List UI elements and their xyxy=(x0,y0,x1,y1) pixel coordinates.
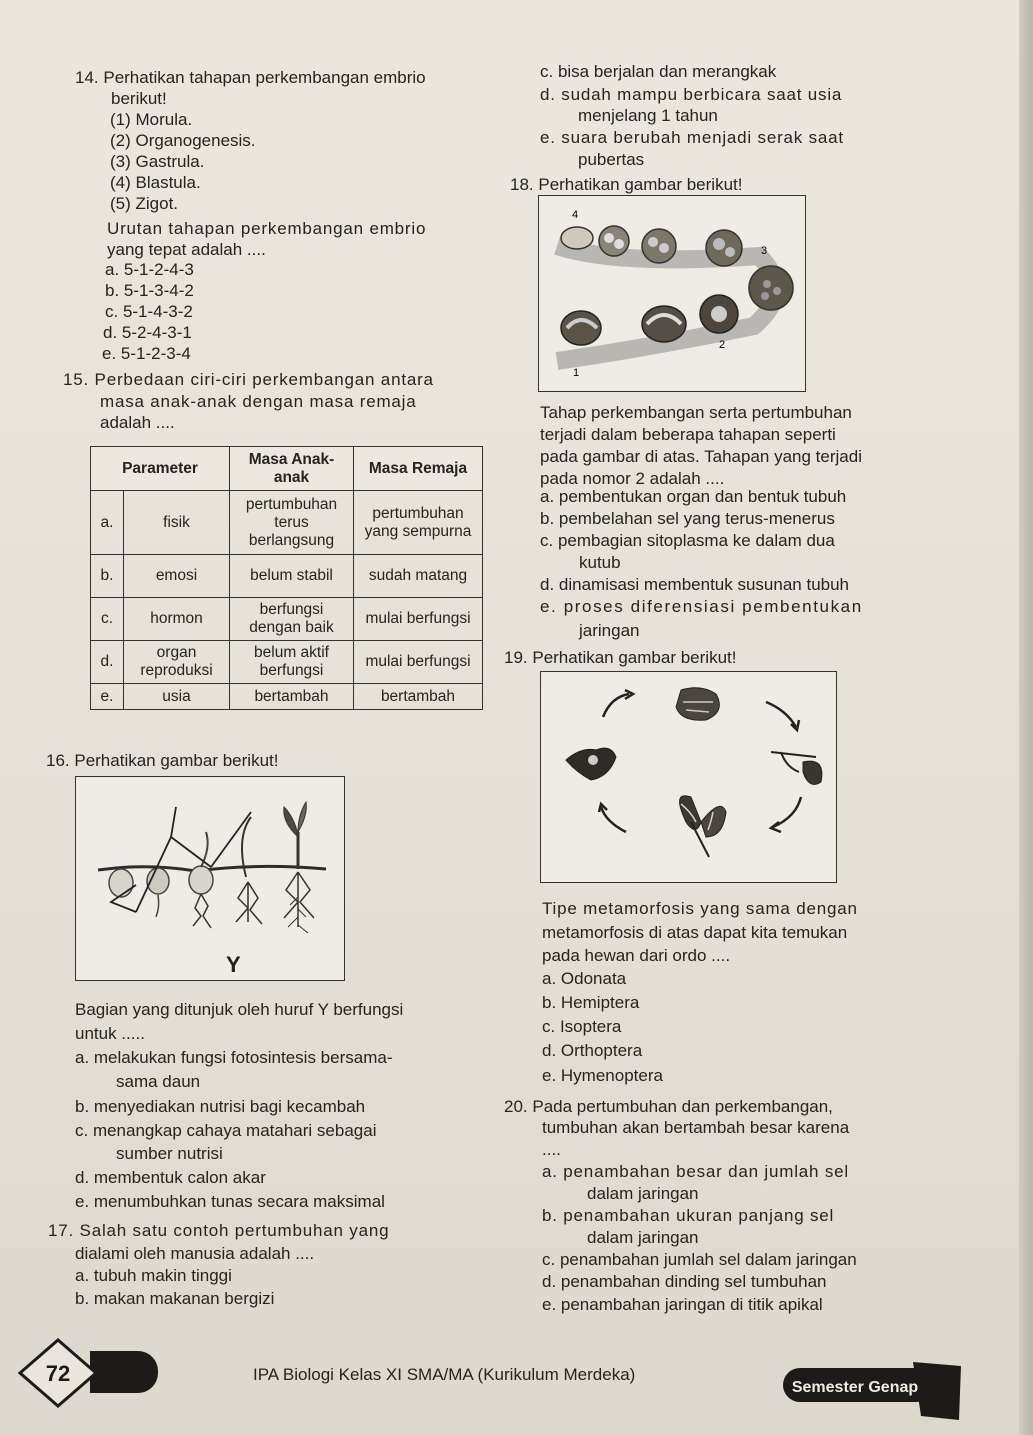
table-row[interactable] xyxy=(91,598,483,641)
q15-stem: 15. Perbedaan ciri-ciri perkembangan antara xyxy=(63,370,434,389)
q19-text-3: pada hewan dari ordo .... xyxy=(542,946,731,965)
row-anak: pertumbuhan terus berlangsung xyxy=(230,491,354,555)
stage-label-1: 1 xyxy=(573,367,580,379)
q16-option-a-2: sama daun xyxy=(116,1072,201,1091)
row-anak: belum stabil xyxy=(230,555,354,598)
table-row[interactable] xyxy=(91,491,483,555)
q14-prompt: Urutan tahapan perkembangan embrio xyxy=(107,219,427,238)
row-anak: berfungsi dengan baik xyxy=(230,598,354,641)
footer-bar xyxy=(90,1351,158,1393)
q14-option-d-right[interactable]: d. sudah mampu berbicara saat usia xyxy=(540,85,843,104)
q20-option-b-2: dalam jaringan xyxy=(587,1228,699,1247)
row-parameter: emosi xyxy=(124,555,230,598)
comparison-table xyxy=(90,446,483,710)
row-letter: a. xyxy=(91,491,124,555)
seedling-figure xyxy=(75,776,345,981)
table-row[interactable] xyxy=(91,684,483,710)
q19-option-d[interactable]: d. Orthoptera xyxy=(542,1041,643,1060)
row-anak: bertambah xyxy=(230,684,354,710)
q19-stem: 19. Perhatikan gambar berikut! xyxy=(504,648,737,667)
q18-text-4: pada nomor 2 adalah .... xyxy=(540,469,725,488)
q14-option-d-right-2: menjelang 1 tahun xyxy=(578,106,718,125)
q20-option-a[interactable]: a. penambahan besar dan jumlah sel xyxy=(542,1162,849,1181)
row-remaja: mulai berfungsi xyxy=(354,641,483,684)
q17-option-b[interactable]: b. makan makanan bergizi xyxy=(75,1289,275,1308)
figure-label-y: Y xyxy=(226,952,241,977)
q19-option-e[interactable]: e. Hymenoptera xyxy=(542,1066,663,1085)
q16-prompt: Bagian yang ditunjuk oleh huruf Y berfungsi xyxy=(75,1000,404,1019)
q16-option-a[interactable]: a. melakukan fungsi fotosintesis bersama- xyxy=(75,1048,393,1067)
q19-option-a[interactable]: a. Odonata xyxy=(542,969,627,988)
q19-option-b[interactable]: b. Hemiptera xyxy=(542,993,640,1012)
q16-option-c-2: sumber nutrisi xyxy=(116,1144,223,1163)
row-letter: d. xyxy=(91,641,124,684)
metamorphosis-figure xyxy=(540,671,837,883)
q14-stem-2: berikut! xyxy=(111,89,167,108)
q19-option-c[interactable]: c. Isoptera xyxy=(542,1017,622,1036)
q18-text-2: terjadi dalam beberapa tahapan seperti xyxy=(540,425,836,444)
embryo-stages-illustration xyxy=(539,196,805,391)
q15-stem-3: adalah .... xyxy=(100,413,175,432)
q14-option-c-right[interactable]: c. bisa berjalan dan merangkak xyxy=(540,62,777,81)
q14-item-3: (3) Gastrula. xyxy=(110,152,205,171)
q17-stem: 17. Salah satu contoh pertumbuhan yang xyxy=(48,1221,390,1240)
q18-option-e[interactable]: e. proses diferensiasi pembentukan xyxy=(540,597,863,616)
q20-option-e[interactable]: e. penambahan jaringan di titik apikal xyxy=(542,1295,823,1314)
table-header-parameter: Parameter xyxy=(91,447,230,491)
page-number-badge xyxy=(18,1338,98,1408)
semester-badge xyxy=(783,1360,965,1422)
q18-option-c[interactable]: c. pembagian sitoplasma ke dalam dua xyxy=(540,531,835,550)
q18-option-b[interactable]: b. pembelahan sel yang terus-menerus xyxy=(540,509,835,528)
q17-stem-2: dialami oleh manusia adalah .... xyxy=(75,1244,315,1263)
q16-option-d[interactable]: d. membentuk calon akar xyxy=(75,1168,266,1187)
q19-text-1: Tipe metamorfosis yang sama dengan xyxy=(542,899,858,918)
q16-option-b[interactable]: b. menyediakan nutrisi bagi kecambah xyxy=(75,1097,366,1116)
row-letter: b. xyxy=(91,555,124,598)
q14-prompt-2: yang tepat adalah .... xyxy=(107,240,266,259)
semester-label: Semester Genap xyxy=(791,1379,919,1396)
q18-text-1: Tahap perkembangan serta pertumbuhan xyxy=(540,403,852,422)
stage-label-3: 3 xyxy=(761,245,768,257)
q16-option-c[interactable]: c. menangkap cahaya matahari sebagai xyxy=(75,1121,377,1140)
q20-stem-3: .... xyxy=(542,1140,561,1159)
table-header-remaja: Masa Remaja xyxy=(354,447,483,491)
metamorphosis-illustration xyxy=(541,672,836,882)
embryo-stages-figure xyxy=(538,195,806,392)
row-letter: e. xyxy=(91,684,124,710)
q14-option-c[interactable]: c. 5-1-4-3-2 xyxy=(105,302,193,321)
q18-stem: 18. Perhatikan gambar berikut! xyxy=(510,175,743,194)
stage-label-4: 4 xyxy=(572,209,579,221)
q19-text-2: metamorfosis di atas dapat kita temukan xyxy=(542,923,848,942)
row-parameter: hormon xyxy=(124,598,230,641)
row-letter: c. xyxy=(91,598,124,641)
q14-option-d[interactable]: d. 5-2-4-3-1 xyxy=(103,323,192,342)
q16-stem: 16. Perhatikan gambar berikut! xyxy=(46,751,279,770)
stage-label-2: 2 xyxy=(719,339,726,351)
q14-option-e-right-2: pubertas xyxy=(578,150,645,169)
q18-option-c-2: kutub xyxy=(579,553,621,572)
q14-option-e-right[interactable]: e. suara berubah menjadi serak saat xyxy=(540,128,844,147)
q14-item-5: (5) Zigot. xyxy=(110,194,179,213)
table-row[interactable] xyxy=(91,641,483,684)
q14-option-a[interactable]: a. 5-1-2-4-3 xyxy=(105,260,194,279)
q16-option-e[interactable]: e. menumbuhkan tunas secara maksimal xyxy=(75,1192,385,1211)
row-parameter: usia xyxy=(124,684,230,710)
row-remaja: bertambah xyxy=(354,684,483,710)
q14-option-e[interactable]: e. 5-1-2-3-4 xyxy=(102,344,191,363)
table-row[interactable] xyxy=(91,555,483,598)
q20-option-c[interactable]: c. penambahan jumlah sel dalam jaringan xyxy=(542,1250,857,1269)
row-parameter: organ reproduksi xyxy=(124,641,230,684)
q20-stem-2: tumbuhan akan bertambah besar karena xyxy=(542,1118,850,1137)
seedling-illustration xyxy=(76,777,344,980)
q14-item-1: (1) Morula. xyxy=(110,110,193,129)
q20-option-b[interactable]: b. penambahan ukuran panjang sel xyxy=(542,1206,835,1225)
q14-option-b[interactable]: b. 5-1-3-4-2 xyxy=(105,281,194,300)
row-anak: belum aktif berfungsi xyxy=(230,641,354,684)
row-remaja: mulai berfungsi xyxy=(354,598,483,641)
row-remaja: pertumbuhan yang sempurna xyxy=(354,491,483,555)
page-edge xyxy=(1019,0,1033,1435)
q20-stem: 20. Pada pertumbuhan dan perkembangan, xyxy=(504,1097,833,1116)
q14-stem: 14. Perhatikan tahapan perkembangan embrio xyxy=(75,68,426,87)
row-parameter: fisik xyxy=(124,491,230,555)
q18-option-d[interactable]: d. dinamisasi membentuk susunan tubuh xyxy=(540,575,850,594)
q15-stem-2: masa anak-anak dengan masa remaja xyxy=(100,392,417,411)
page-number: 72 xyxy=(45,1361,71,1386)
q18-option-e-2: jaringan xyxy=(579,621,640,640)
q14-item-4: (4) Blastula. xyxy=(110,173,201,192)
table-header-anak: Masa Anak-anak xyxy=(230,447,354,491)
q17-option-a[interactable]: a. tubuh makin tinggi xyxy=(75,1266,232,1285)
book-title: IPA Biologi Kelas XI SMA/MA (Kurikulum Merdeka) xyxy=(253,1365,636,1384)
q18-text-3: pada gambar di atas. Tahapan yang terjadi xyxy=(540,447,862,466)
q14-item-2: (2) Organogenesis. xyxy=(110,131,256,150)
q20-option-a-2: dalam jaringan xyxy=(587,1184,699,1203)
row-remaja: sudah matang xyxy=(354,555,483,598)
q18-option-a[interactable]: a. pembentukan organ dan bentuk tubuh xyxy=(540,487,847,506)
q16-prompt-2: untuk ..... xyxy=(75,1024,145,1043)
q20-option-d[interactable]: d. penambahan dinding sel tumbuhan xyxy=(542,1272,827,1291)
